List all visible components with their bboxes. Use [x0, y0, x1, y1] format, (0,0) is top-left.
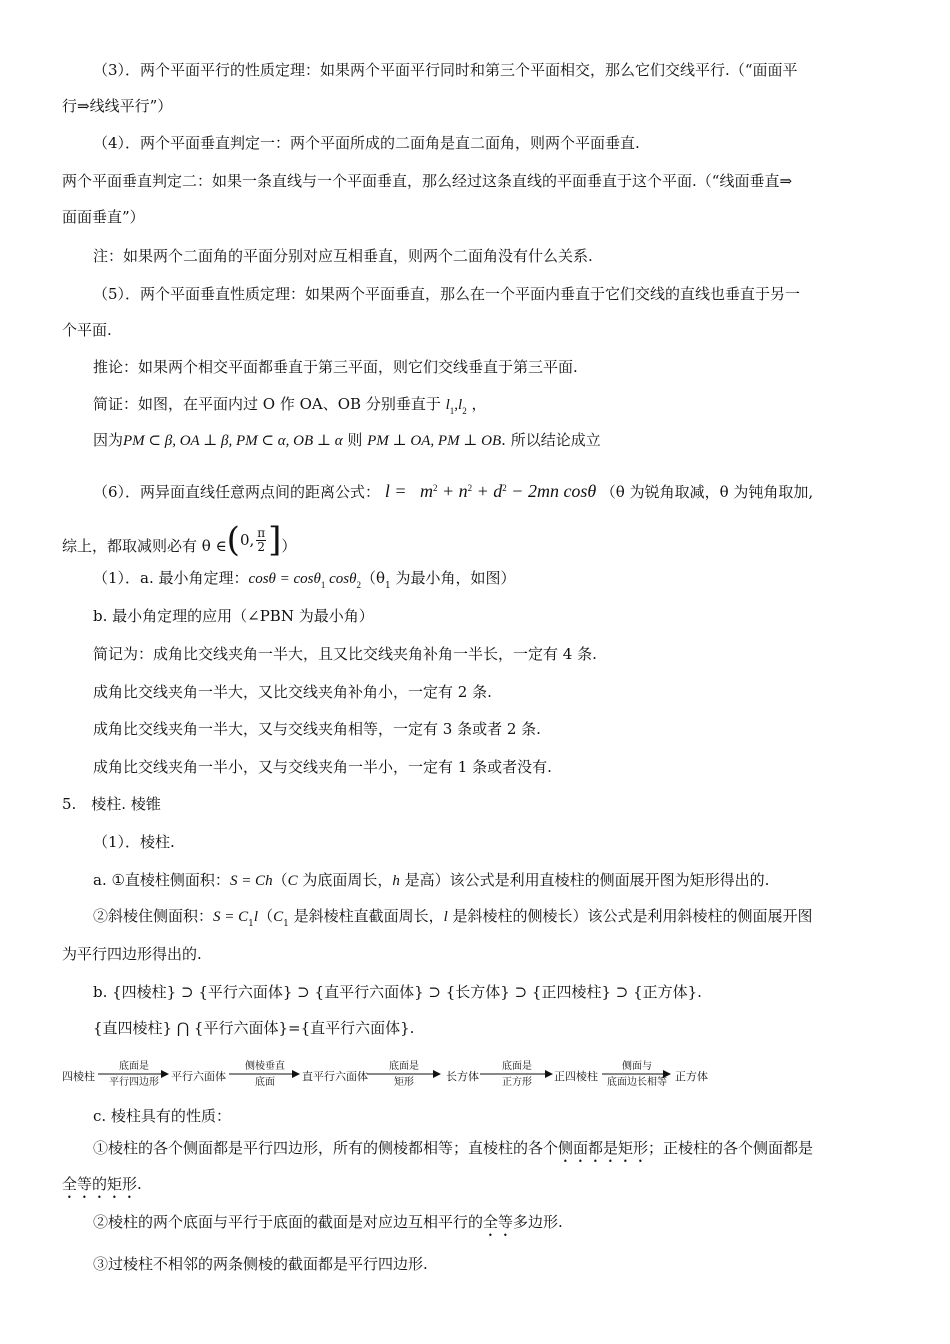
oblique-c: C — [273, 909, 284, 925]
formula-m: m — [419, 481, 433, 501]
chain-node-4: 长方体 — [446, 1070, 479, 1083]
para-3-line-1: （3）．两个平面平行的性质定理：如果两个平面平行同时和第三个平面相交，那么它们交线平行.（“面面平 — [93, 61, 798, 79]
denominator-two: 2 — [257, 539, 266, 554]
min-note-pre: （θ — [361, 569, 386, 587]
property-2-line — [93, 1212, 563, 1240]
property-1-pre: ①棱柱的各个侧面都是平行四边形，所有的侧棱都相等；直棱柱的各个 — [93, 1139, 559, 1157]
min-angle-application: b. 最小角定理的应用（∠PBN 为最小角） — [93, 607, 374, 625]
para-4-line-3: 面面垂直”） — [62, 208, 145, 226]
chain-node-5: 正四棱柱 — [554, 1070, 598, 1083]
formula-n: + n — [437, 481, 468, 501]
oblique-paren: （ — [258, 907, 274, 925]
rule-2: 成角比交线夹角一半大，又比交线夹角补角小，一定有 2 条. — [93, 683, 492, 701]
property-2-pre: ②棱柱的两个底面与平行于底面的截面是对应边互相平行的 — [93, 1213, 484, 1231]
formula-l: l = — [384, 481, 407, 501]
prism-chain-diagram — [62, 1060, 722, 1092]
property-2-emphasis: 全等 — [483, 1213, 514, 1231]
chain-label-2a: 侧棱垂直 — [245, 1061, 285, 1072]
para-6b-text: 综上，都取减则必有 θ ∈ — [62, 537, 227, 555]
min-note-sub: 1 — [385, 581, 391, 591]
pi-symbol: π — [257, 525, 266, 540]
interval-left: ( — [226, 520, 240, 560]
property-1-emphasis-2: 全等的矩形 — [62, 1175, 138, 1193]
l-symbol-2: l — [458, 397, 463, 413]
para-4-line-2: 两个平面垂直判定二：如果一条直线与一个平面垂直，那么经过这条直线的平面垂直于这个平面.（“线面垂直⇒ — [62, 172, 793, 190]
paren-open: （ — [272, 871, 288, 889]
oblique-c-sub: 1 — [283, 919, 289, 929]
oblique-label: ②斜棱住侧面积： — [93, 907, 214, 925]
rule-3: 成角比交线夹角一半大，又与交线夹角相等，一定有 3 条或者 2 条. — [93, 720, 541, 738]
because-line — [93, 430, 601, 451]
formula-sq-2: 2 — [467, 483, 473, 493]
property-3-line: ③过棱柱不相邻的两条侧棱的截面都是平行四边形. — [93, 1255, 428, 1273]
min-note-post: 为最小角，如图） — [390, 569, 516, 587]
para-6-post: （θ 为锐角取减，θ 为钝角取加, — [600, 483, 814, 501]
oblique-mid: 是斜棱柱直截面周长， — [288, 907, 444, 925]
proof-text: 简证：如图，在平面内过 O 作 OA、OB 分别垂直于 — [93, 395, 441, 413]
then-formula: PM ⊥ OA, PM ⊥ OB — [367, 433, 502, 449]
interval-right: ] — [268, 520, 282, 560]
chain-label-2b: 底面 — [255, 1077, 275, 1088]
min-sub-1: 1 — [320, 580, 326, 590]
proof-line — [93, 394, 487, 421]
formula-d: + d — [472, 481, 503, 501]
property-1-emphasis: 侧面都是矩形 — [558, 1139, 649, 1157]
formula-sq-3: 2 — [502, 483, 507, 493]
min-formula-a: cosθ = cosθ — [248, 571, 321, 587]
chain-node-2: 平行六面体 — [171, 1070, 226, 1083]
oblique-sub: 1 — [248, 919, 254, 929]
para-6-text: （6）．两异面直线任意两点间的距离公式： — [93, 483, 381, 501]
min-sub-2: 2 — [356, 580, 362, 590]
right-prism-area — [93, 870, 769, 891]
subscript-2: 2 — [462, 406, 467, 416]
symbol-h: h — [392, 873, 400, 889]
oblique-formula: S = C — [213, 909, 249, 925]
line-l1 — [445, 397, 467, 416]
note-line: 注：如果两个二面角的平面分别对应互相垂直，则两个二面角没有什么关系. — [93, 247, 593, 265]
pi-over-two — [256, 527, 266, 554]
interval — [227, 522, 282, 558]
right-prism-mid: 为底面周长， — [297, 871, 393, 889]
para-6b-post: ） — [281, 537, 297, 555]
conclusion-text: . 所以结论成立 — [501, 431, 601, 449]
set-intersection-line: {直四棱柱} ⋂ {平行六面体}={直平行六面体}. — [93, 1019, 415, 1037]
min-angle-line — [93, 568, 516, 596]
chain-label-3b: 矩形 — [394, 1077, 414, 1088]
chain-label-3a: 底面是 — [389, 1061, 419, 1072]
min-angle-formula — [248, 571, 362, 590]
formula-sq-1: 2 — [432, 483, 438, 493]
oblique-post: 是斜棱柱的侧棱长）该公式是利用斜棱柱的侧面展开图 — [447, 907, 813, 925]
para-6-line-2 — [62, 522, 296, 564]
property-1-line-2 — [62, 1174, 142, 1202]
property-2-post: 多边形. — [513, 1213, 563, 1231]
oblique-l-2: l — [443, 909, 448, 925]
min-formula-b: cosθ — [325, 571, 357, 587]
section-5-heading: 5. 棱柱. 棱锥 — [62, 795, 161, 813]
right-prism-post: 是高）该公式是利用直棱柱的侧面展开图为矩形得出的. — [399, 871, 770, 889]
property-1-end: . — [137, 1175, 142, 1193]
oblique-l: l — [253, 909, 259, 925]
subscript-1: 1 — [449, 406, 455, 416]
then-word: 则 — [342, 431, 368, 449]
para-3-line-2: 行⇒线线平行”） — [62, 97, 173, 115]
para-4-line-1: （4）．两个平面垂直判定一：两个平面所成的二面角是直二面角，则两个平面垂直. — [93, 134, 640, 152]
chain-label-4b: 正方形 — [502, 1077, 532, 1088]
right-prism-label: a. ①直棱柱侧面积： — [93, 871, 230, 889]
because-formula: PM ⊂ β, OA ⊥ β, PM ⊂ α, OB ⊥ α — [123, 433, 343, 449]
chain-label-1a: 底面是 — [119, 1061, 149, 1072]
formula-rest: − 2mn cosθ — [506, 481, 597, 501]
para-5-line-2: 个平面. — [62, 321, 112, 339]
property-1-line-1 — [93, 1138, 813, 1166]
rule-1: 简记为：成角比交线夹角一半大，且又比交线夹角补角一半长，一定有 4 条. — [93, 645, 597, 663]
interval-zero: 0, — [239, 531, 255, 549]
chain-label-4a: 底面是 — [502, 1061, 532, 1072]
para-6-line-1 — [93, 478, 813, 502]
chain-node-6: 正方体 — [675, 1070, 708, 1083]
prism-properties-title: c. 棱柱具有的性质： — [93, 1107, 231, 1125]
chain-node-3: 直平行六面体 — [302, 1070, 368, 1083]
chain-label-5b: 底面边长相等 — [607, 1077, 667, 1088]
right-prism-formula: S = Ch — [229, 873, 273, 889]
distance-formula — [385, 481, 601, 501]
because-word: 因为 — [93, 431, 124, 449]
property-1-post: ；正棱柱的各个侧面都是 — [648, 1139, 814, 1157]
chain-label-1b: 平行四边形 — [109, 1077, 159, 1088]
set-inclusion-line: b. {四棱柱} ⊃ {平行六面体} ⊃ {直平行六面体} ⊃ {长方体} ⊃ {正四棱柱} ⊃ {正方体}. — [93, 983, 702, 1001]
l-symbol: l — [445, 397, 450, 413]
oblique-prism-line-2: 为平行四边形得出的. — [62, 945, 202, 963]
chain-label-5a: 侧面与 — [622, 1061, 652, 1072]
oblique-prism-area — [93, 906, 813, 934]
corollary-line: 推论：如果两个相交平面都垂直于第三平面，则它们交线垂直于第三平面. — [93, 358, 578, 376]
prism-heading: （1）．棱柱. — [93, 833, 175, 851]
proof-end: ， — [471, 395, 487, 413]
comma: , — [454, 397, 459, 413]
rule-4: 成角比交线夹角一半小，又与交线夹角一半小，一定有 1 条或者没有. — [93, 758, 552, 776]
para-5-line-1: （5）．两个平面垂直性质定理：如果两个平面垂直，那么在一个平面内垂直于它们交线的直线也垂直于另一 — [93, 285, 801, 303]
chain-node-1: 四棱柱 — [62, 1070, 95, 1083]
symbol-c: C — [287, 873, 298, 889]
min-angle-title: （1）．a. 最小角定理： — [93, 569, 249, 587]
